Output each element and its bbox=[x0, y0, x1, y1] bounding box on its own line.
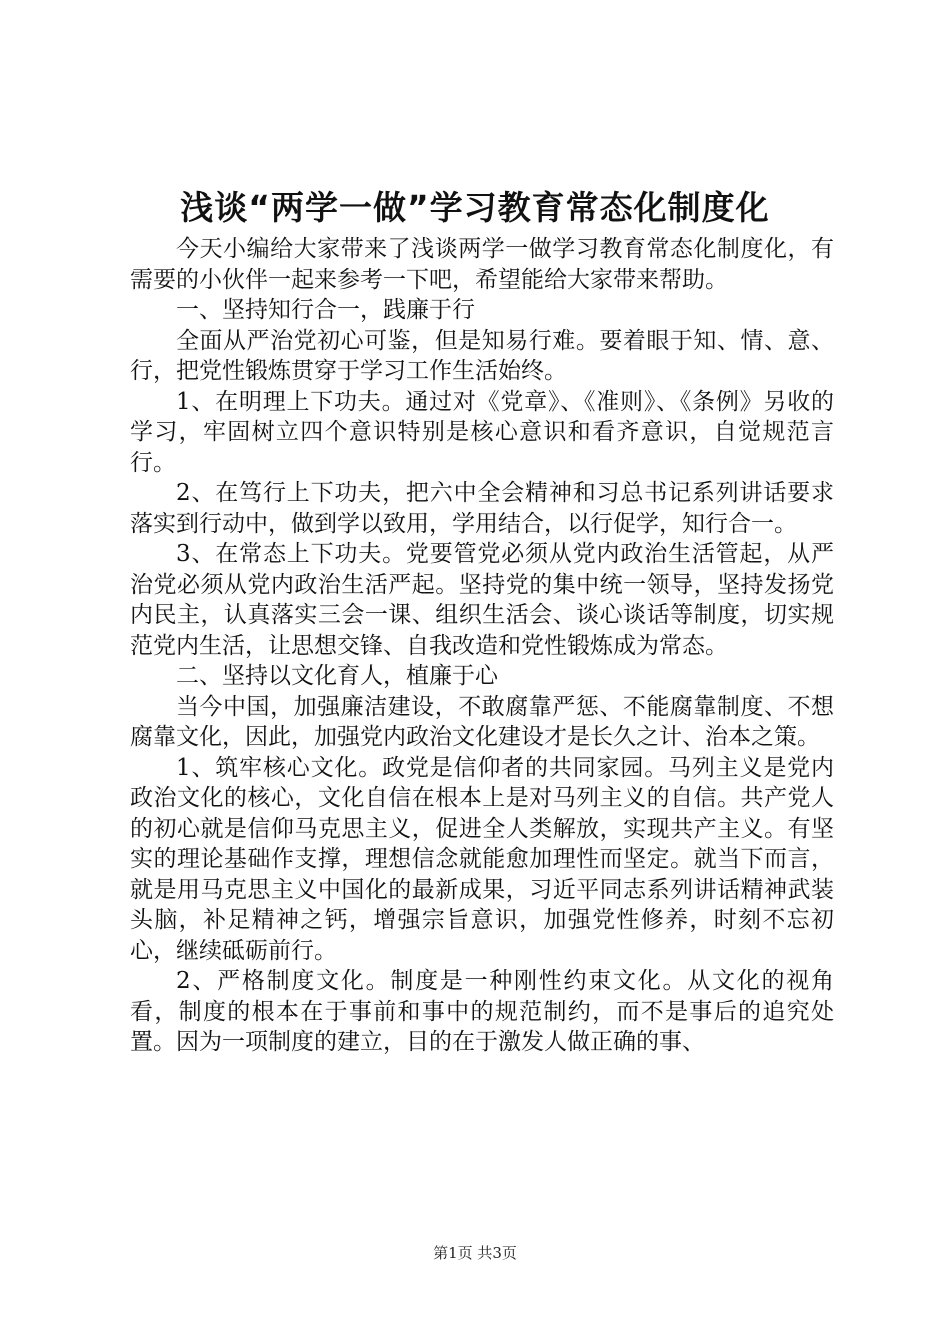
page-footer: 第1页 共3页 bbox=[433, 1244, 517, 1262]
paragraph: 当今中国，加强廉洁建设，不敢腐靠严惩、不能腐靠制度、不想腐靠文化，因此，加强党内政治文化建设才是长久之计、治本之策。 bbox=[130, 693, 834, 750]
paragraph: 2、在笃行上下功夫，把六中全会精神和习总书记系列讲话要求落实到行动中，做到学以致用，学用结合，以行促学，知行合一。 bbox=[130, 480, 834, 537]
section-heading-1: 一、坚持知行合一，践廉于行 bbox=[176, 297, 475, 323]
paragraph: 全面从严治党初心可鉴，但是知易行难。要着眼于知、情、意、行，把党性锻炼贯穿于学习工作生活始终。 bbox=[130, 327, 834, 384]
paragraph: 1、在明理上下功夫。通过对《党章》、《准则》、《条例》另收的学习，牢固树立四个意识特别是核心意识和看齐意识，自觉规范言行。 bbox=[130, 388, 834, 476]
paragraph: 2、严格制度文化。制度是一种刚性约束文化。从文化的视角看，制度的根本在于事前和事中的规范制约，而不是事后的追究处置。因为一项制度的建立，目的在于激发人做正确的事、 bbox=[130, 968, 834, 1055]
section-heading-2: 二、坚持以文化育人，植廉于心 bbox=[176, 663, 498, 689]
document-title: 浅谈“两学一做”学习教育常态化制度化 bbox=[180, 188, 770, 227]
paragraph-intro: 今天小编给大家带来了浅谈两学一做学习教育常态化制度化，有需要的小伙伴一起来参考一下吧，希望能给大家带来帮助。 bbox=[130, 236, 834, 293]
paragraph: 1、筑牢核心文化。政党是信仰者的共同家园。马列主义是党内政治文化的核心，文化自信在根本上是对马列主义的自信。共产党人的初心就是信仰马克思主义，促进全人类解放，实现共产主义。有坚实的理论基础作支撑，理想信念就能愈加理性而坚定。就当下而言，就是用马克思主义中国化的最新成果，习近平同志系列讲话精神武装头脑，补足精神之钙，增强宗旨意识，加强党性修养，时刻不忘初心，继续砥砺前行。 bbox=[130, 754, 834, 964]
document-body bbox=[130, 234, 834, 1058]
paragraph: 3、在常态上下功夫。党要管党必须从党内政治生活管起，从严治党必须从党内政治生活严起。坚持党的集中统一领导，坚持发扬党内民主，认真落实三会一课、组织生活会、谈心谈话等制度，切实规范党内生活，让思想交锋、自我改造和党性锻炼成为常态。 bbox=[130, 541, 834, 659]
